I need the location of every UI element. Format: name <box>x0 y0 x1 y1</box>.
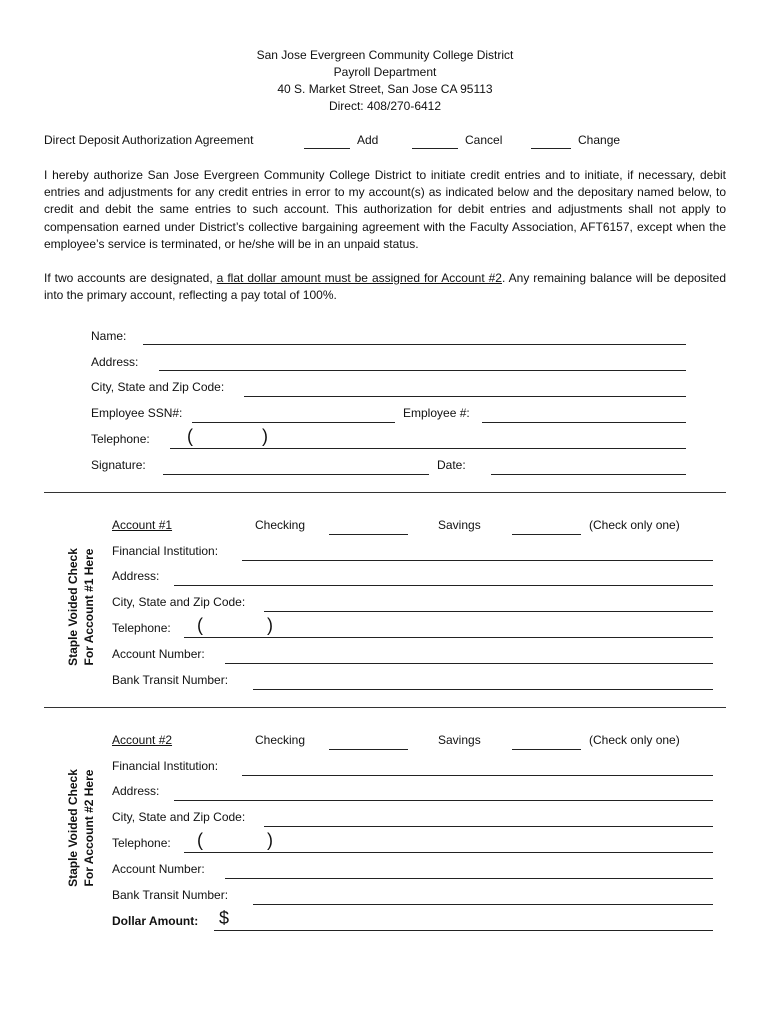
staple-note-2-line1: Staple Voided Check <box>66 769 80 887</box>
account-2-address-label: Address: <box>112 784 160 798</box>
ssn-label: Employee SSN#: <box>91 406 183 420</box>
two-accounts-text-1: If two accounts are designated, <box>44 271 217 285</box>
department-address: 40 S. Market Street, San Jose CA 95113 <box>277 82 493 96</box>
account-1-savings-line[interactable] <box>512 534 581 535</box>
add-checkbox-line[interactable] <box>304 148 350 149</box>
account-2-telephone-label: Telephone: <box>112 836 171 850</box>
staple-note-account-1 <box>65 522 99 692</box>
name-label: Name: <box>91 329 127 343</box>
telephone-field[interactable] <box>170 448 686 449</box>
account-1-transit-field[interactable] <box>253 689 713 690</box>
two-accounts-paragraph <box>44 270 726 304</box>
city-label: City, State and Zip Code: <box>91 380 225 394</box>
department-phone: Direct: 408/270-6412 <box>328 99 442 113</box>
account-2-paren-open: ( <box>197 830 203 850</box>
account-2-savings-line[interactable] <box>512 749 581 750</box>
account-1-telephone-field[interactable] <box>184 637 713 638</box>
account-1-institution-field[interactable] <box>242 560 713 561</box>
employee-number-field[interactable] <box>482 422 686 423</box>
city-field[interactable] <box>244 396 686 397</box>
account-2-number-field[interactable] <box>225 878 713 879</box>
authorization-paragraph: I hereby authorize San Jose Evergreen Community College District to initiate credit entries and to initiate, if necessary, debit entries and adjustments for any credit entries in error to my account(s) as indicated below and the depositary named below, to credit and debit the same entries to such account. This authorization for debit entries and adjustments shall not apply to compensation earned under District’s collective bargaining agreement with the Faculty Association, AFT6157, except when the employee’s service is terminated, or he/she will be in an unpaid status. <box>44 168 726 251</box>
staple-note-2-line2: For Account #2 Here <box>82 769 96 887</box>
account-1-checking-label: Checking <box>255 518 306 532</box>
account-2-institution-label: Financial Institution: <box>112 759 219 773</box>
account-2-transit-label: Bank Transit Number: <box>112 888 229 902</box>
account-1-title: Account #1 <box>112 518 173 532</box>
account-2-number-label: Account Number: <box>112 862 205 876</box>
account-2-check-note: (Check only one) <box>589 733 680 747</box>
address-label: Address: <box>91 355 139 369</box>
account-1-paren-open: ( <box>197 615 203 635</box>
cancel-checkbox-line[interactable] <box>412 148 458 149</box>
name-field[interactable] <box>143 344 686 345</box>
add-label: Add <box>357 133 379 147</box>
signature-label: Signature: <box>91 458 146 472</box>
staple-note-1-line1: Staple Voided Check <box>66 548 80 666</box>
telephone-label: Telephone: <box>91 432 150 446</box>
address-field[interactable] <box>159 370 686 371</box>
account-1-telephone-label: Telephone: <box>112 621 171 635</box>
account-2-institution-field[interactable] <box>242 775 713 776</box>
staple-note-account-2 <box>65 743 99 913</box>
account-1-savings-label: Savings <box>438 518 481 532</box>
account-2-title: Account #2 <box>112 733 173 747</box>
account-1-paren-close: ) <box>267 615 273 635</box>
ssn-field[interactable] <box>192 422 395 423</box>
account-1-check-note: (Check only one) <box>589 518 680 532</box>
account-1-city-label: City, State and Zip Code: <box>112 595 246 609</box>
account-1-checking-line[interactable] <box>329 534 408 535</box>
account-2-checking-label: Checking <box>255 733 306 747</box>
account-2-checking-line[interactable] <box>329 749 408 750</box>
account-2-paren-close: ) <box>267 830 273 850</box>
account-1-number-label: Account Number: <box>112 647 205 661</box>
department-name: Payroll Department <box>333 65 437 79</box>
account-1-address-field[interactable] <box>174 585 713 586</box>
account-1-institution-label: Financial Institution: <box>112 544 219 558</box>
date-field[interactable] <box>491 474 686 475</box>
change-label: Change <box>578 133 621 147</box>
staple-note-1-line2: For Account #1 Here <box>82 548 96 666</box>
employee-number-label: Employee #: <box>403 406 470 420</box>
account-2-city-field[interactable] <box>264 826 713 827</box>
dollar-sign: $ <box>219 908 230 928</box>
two-accounts-text-2: . Any remaining balance will be deposited into the primary account, reflecting a pay total of 100%. <box>44 271 727 303</box>
flat-amount-note: a flat dollar amount must be assigned for Account #2 <box>216 271 502 285</box>
section-divider <box>44 492 726 493</box>
account-1-city-field[interactable] <box>264 611 713 612</box>
district-name: San Jose Evergreen Community College District <box>256 48 514 62</box>
section-divider <box>44 707 726 708</box>
signature-field[interactable] <box>163 474 429 475</box>
telephone-paren-close: ) <box>262 426 268 446</box>
account-2-city-label: City, State and Zip Code: <box>112 810 246 824</box>
account-2-telephone-field[interactable] <box>184 852 713 853</box>
change-checkbox-line[interactable] <box>531 148 571 149</box>
dollar-amount-field[interactable] <box>214 930 713 931</box>
date-label: Date: <box>437 458 466 472</box>
account-1-address-label: Address: <box>112 569 160 583</box>
account-2-savings-label: Savings <box>438 733 481 747</box>
telephone-paren-open: ( <box>187 426 193 446</box>
agreement-title: Direct Deposit Authorization Agreement <box>44 133 254 147</box>
account-1-transit-label: Bank Transit Number: <box>112 673 229 687</box>
account-2-transit-field[interactable] <box>253 904 713 905</box>
dollar-amount-label: Dollar Amount: <box>112 914 199 928</box>
account-1-number-field[interactable] <box>225 663 713 664</box>
cancel-label: Cancel <box>465 133 503 147</box>
account-2-address-field[interactable] <box>174 800 713 801</box>
